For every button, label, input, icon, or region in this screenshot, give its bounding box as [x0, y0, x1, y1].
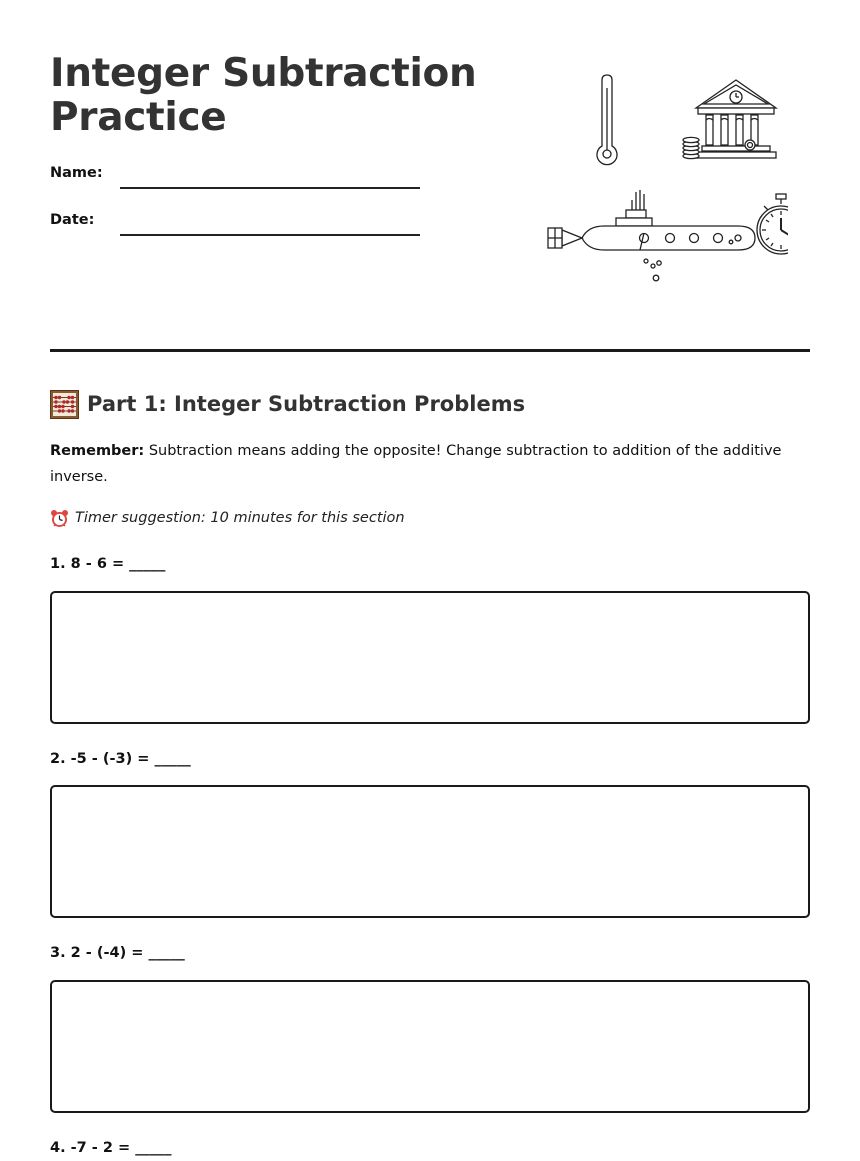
timer-text: Timer suggestion: 10 minutes for this section — [75, 510, 405, 526]
reminder-text: Subtraction means adding the opposite! Change subtraction to addition of the additive inverse. — [50, 443, 782, 485]
date-field[interactable] — [120, 234, 420, 236]
answer-box[interactable] — [50, 785, 810, 918]
header-illustrations — [538, 70, 788, 290]
reminder-label: Remember: — [50, 443, 145, 459]
problem-label: 4. -7 - 2 = _____ — [50, 1140, 172, 1156]
problem-label: 3. 2 - (-4) = _____ — [50, 945, 185, 961]
answer-box[interactable] — [50, 980, 810, 1113]
header-divider — [50, 349, 810, 352]
timer-suggestion — [50, 506, 405, 530]
stopwatch-icon — [757, 194, 788, 254]
abacus-icon — [50, 390, 79, 419]
bank-icon — [696, 80, 776, 158]
page-title: Integer Subtraction Practice — [50, 51, 477, 140]
name-label: Name: — [50, 165, 103, 181]
worksheet-page — [50, 0, 810, 1161]
alarm-clock-icon — [50, 509, 69, 528]
submarine-icon — [548, 190, 755, 281]
problem-label: 2. -5 - (-3) = _____ — [50, 751, 191, 767]
answer-box[interactable] — [50, 591, 810, 724]
date-label: Date: — [50, 212, 95, 228]
problem-label: 1. 8 - 6 = _____ — [50, 556, 166, 572]
reminder-paragraph — [50, 438, 790, 490]
name-field[interactable] — [120, 187, 420, 189]
section-heading-text: Part 1: Integer Subtraction Problems — [87, 392, 526, 416]
thermometer-icon — [597, 75, 617, 165]
section-heading — [50, 388, 525, 420]
